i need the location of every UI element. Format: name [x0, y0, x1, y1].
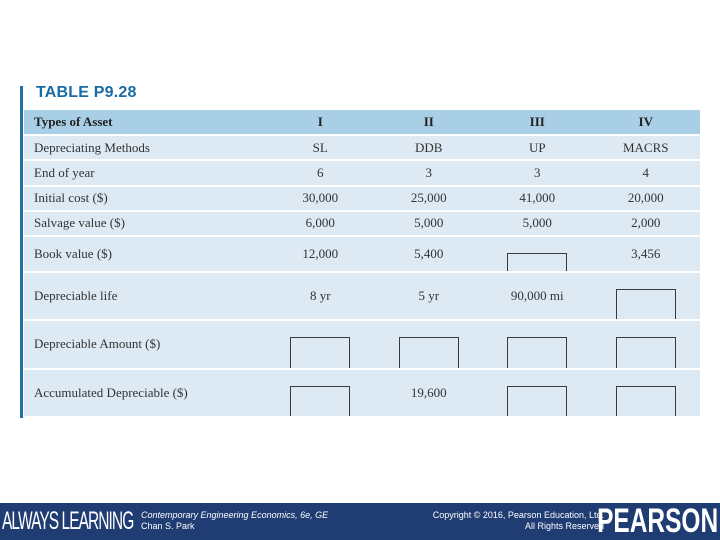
- table-row-salvage-value: [24, 211, 700, 236]
- answer-blank-box: [507, 386, 567, 417]
- row-label: Depreciable life: [24, 272, 266, 320]
- cell-value: UP: [483, 135, 592, 160]
- cell-value: 8 yr: [266, 272, 375, 320]
- cell-value: 20,000: [592, 186, 701, 211]
- cell-value: 5,400: [375, 236, 484, 272]
- cell-value: DDB: [375, 135, 484, 160]
- answer-blank-box: [290, 337, 350, 368]
- table-row-book-value: [24, 236, 700, 272]
- row-label: Depreciating Methods: [24, 135, 266, 160]
- row-label: Initial cost ($): [24, 186, 266, 211]
- header-types-of-asset: Types of Asset: [24, 110, 266, 135]
- table-row-accumulated-depreciable: [24, 369, 700, 417]
- copyright-line-2: All Rights Reserved: [524, 521, 604, 531]
- cell-answer-blank: [266, 369, 375, 417]
- header-asset-i: I: [266, 110, 375, 135]
- row-label: Accumulated Depreciable ($): [24, 369, 266, 417]
- row-label: End of year: [24, 160, 266, 185]
- copyright-notice: [433, 510, 604, 532]
- table-row-end-of-year: [24, 160, 700, 185]
- cell-answer-blank: [375, 320, 484, 368]
- book-title: Contemporary Engineering Economics, 6e, GE: [141, 510, 329, 520]
- cell-value: SL: [266, 135, 375, 160]
- cell-value: 41,000: [483, 186, 592, 211]
- left-accent-rule: [20, 86, 23, 418]
- cell-value: 19,600: [375, 369, 484, 417]
- cell-answer-blank: [266, 320, 375, 368]
- cell-answer-blank: [592, 320, 701, 368]
- copyright-line-1: Copyright © 2016, Pearson Education, Ltd.: [432, 510, 604, 520]
- book-info: [141, 510, 328, 532]
- answer-blank-box: [616, 289, 676, 320]
- cell-value: 6,000: [266, 211, 375, 236]
- table-header-row: [24, 110, 700, 135]
- cell-answer-blank: [483, 369, 592, 417]
- cell-value: 90,000 mi: [483, 272, 592, 320]
- answer-blank-box: [616, 386, 676, 417]
- table-row-depreciable-amount: [24, 320, 700, 368]
- cell-answer-blank: [592, 272, 701, 320]
- cell-answer-blank: [592, 369, 701, 417]
- cell-value: 30,000: [266, 186, 375, 211]
- table-row-depreciating-methods: [24, 135, 700, 160]
- book-author: Chan S. Park: [141, 521, 195, 531]
- row-label: Salvage value ($): [24, 211, 266, 236]
- asset-table: [24, 110, 700, 418]
- table-title: TABLE P9.28: [36, 84, 137, 101]
- cell-value: MACRS: [592, 135, 701, 160]
- row-label: Book value ($): [24, 236, 266, 272]
- table-row-depreciable-life: [24, 272, 700, 320]
- answer-blank-box: [290, 386, 350, 417]
- cell-value: 25,000: [375, 186, 484, 211]
- cell-value: 5,000: [483, 211, 592, 236]
- footer-bar: [0, 503, 720, 540]
- cell-value: 12,000: [266, 236, 375, 272]
- row-label: Depreciable Amount ($): [24, 320, 266, 368]
- always-learning-logo: ALWAYS LEARNING: [2, 507, 134, 535]
- cell-value: 4: [592, 160, 701, 185]
- cell-value: 3: [483, 160, 592, 185]
- table-row-initial-cost: [24, 186, 700, 211]
- cell-answer-blank: [483, 320, 592, 368]
- cell-value: 2,000: [592, 211, 701, 236]
- cell-value: 6: [266, 160, 375, 185]
- answer-blank-box: [399, 337, 459, 368]
- header-asset-iii: III: [483, 110, 592, 135]
- cell-value: 5,000: [375, 211, 484, 236]
- header-asset-ii: II: [375, 110, 484, 135]
- answer-blank-box: [616, 337, 676, 368]
- header-asset-iv: IV: [592, 110, 701, 135]
- answer-blank-box: [507, 337, 567, 368]
- cell-value: 5 yr: [375, 272, 484, 320]
- answer-blank-box: [507, 253, 567, 272]
- pearson-logo: PEARSON: [596, 502, 718, 540]
- cell-value: 3,456: [592, 236, 701, 272]
- cell-value: 3: [375, 160, 484, 185]
- cell-answer-blank: [483, 236, 592, 272]
